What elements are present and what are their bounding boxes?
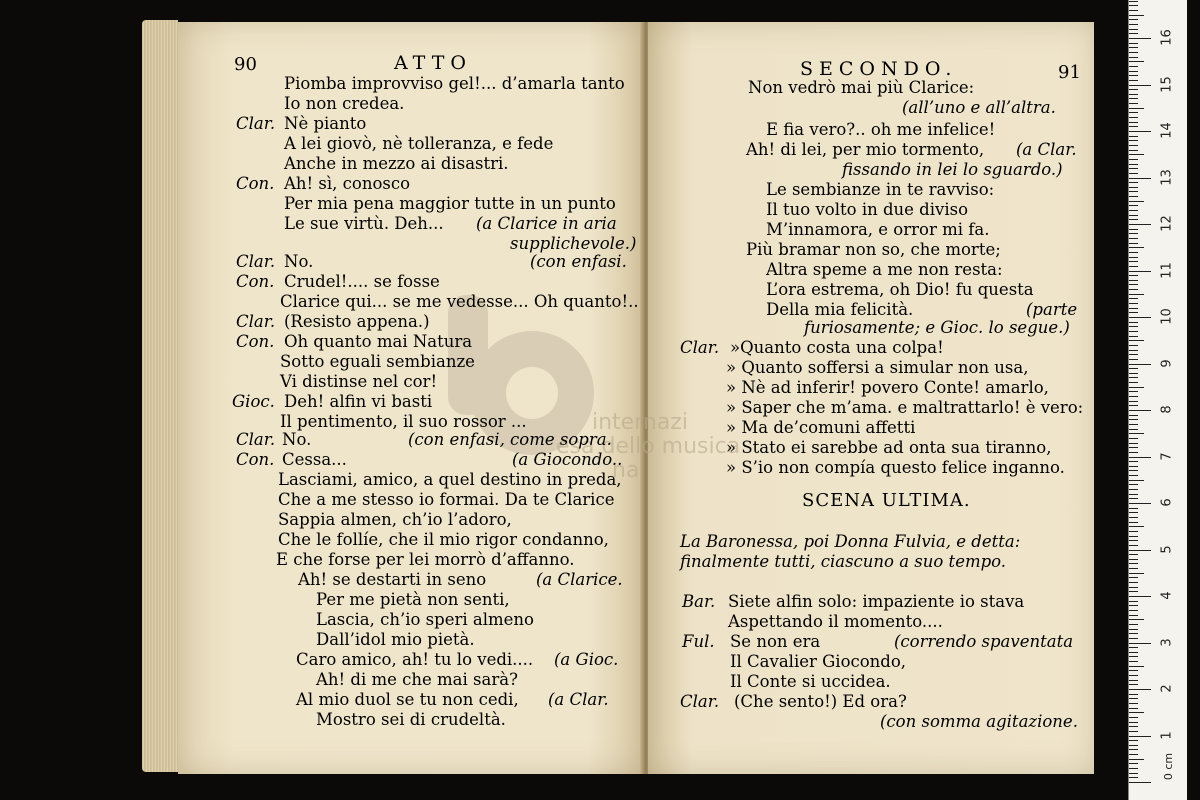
stage-direction: furiosamente; e Gioc. lo segue.) bbox=[804, 318, 1070, 337]
ruler-tick bbox=[1129, 503, 1151, 504]
ruler-tick bbox=[1129, 117, 1138, 118]
ruler-tick bbox=[1129, 243, 1138, 244]
verse-line: Io non credea. bbox=[284, 94, 405, 113]
ruler-tick bbox=[1129, 666, 1144, 667]
verse-line: Lascia, ch’io speri almeno bbox=[316, 610, 534, 629]
ruler-tick bbox=[1129, 396, 1138, 397]
ruler-number: 1 bbox=[1159, 730, 1175, 740]
page-edges bbox=[142, 20, 178, 772]
verse-line: Che le follíe, che il mio rigor condanno, bbox=[278, 530, 609, 549]
ruler-number: 11 bbox=[1159, 261, 1175, 279]
ruler-tick bbox=[1129, 726, 1138, 727]
ruler-number: 13 bbox=[1159, 168, 1175, 186]
ruler-tick bbox=[1129, 401, 1138, 402]
ruler-tick bbox=[1129, 85, 1151, 86]
ruler-tick bbox=[1129, 643, 1151, 644]
ruler-tick bbox=[1129, 294, 1144, 295]
speaker-label: Con. bbox=[236, 332, 275, 351]
stage-direction: (correndo spaventata bbox=[894, 632, 1074, 651]
verse-line: No. bbox=[284, 252, 314, 271]
speaker-label: Con. bbox=[236, 272, 275, 291]
ruler-tick bbox=[1129, 159, 1138, 160]
verse-line: » Stato ei sarebbe ad onta sua tiranno, bbox=[726, 438, 1052, 457]
ruler-tick bbox=[1129, 280, 1138, 281]
verse-line: Il Conte si uccidea. bbox=[730, 672, 891, 691]
ruler-tick bbox=[1129, 605, 1138, 606]
left-page-number: 90 bbox=[234, 54, 257, 75]
ruler-tick bbox=[1129, 419, 1138, 420]
ruler-tick bbox=[1129, 708, 1138, 709]
ruler-tick bbox=[1129, 638, 1138, 639]
ruler-tick bbox=[1129, 703, 1138, 704]
verse-line: Siete alfin solo: impaziente io stava bbox=[728, 592, 1025, 611]
ruler-tick bbox=[1129, 573, 1144, 574]
scene-cast-line: La Baronessa, poi Donna Fulvia, e detta: bbox=[680, 532, 1021, 551]
stage-direction: (con somma agitazione. bbox=[880, 712, 1078, 731]
ruler-tick bbox=[1129, 498, 1138, 499]
ruler-tick bbox=[1129, 554, 1138, 555]
verse-line: Dall’idol mio pietà. bbox=[316, 630, 475, 649]
ruler-tick bbox=[1129, 773, 1138, 774]
ruler-tick bbox=[1129, 38, 1151, 39]
ruler-tick bbox=[1129, 71, 1138, 72]
speaker-label: Clar. bbox=[236, 430, 276, 449]
ruler-tick bbox=[1129, 536, 1138, 537]
ruler-tick bbox=[1129, 266, 1138, 267]
ruler-tick bbox=[1129, 508, 1138, 509]
verse-line: Il tuo volto in due diviso bbox=[766, 200, 969, 219]
ruler-number: 10 bbox=[1159, 308, 1175, 325]
ruler-tick bbox=[1129, 131, 1151, 132]
ruler-tick bbox=[1129, 229, 1138, 230]
verse-line: Deh! alfin vi basti bbox=[284, 392, 433, 411]
ruler-tick bbox=[1129, 559, 1138, 560]
ruler-tick bbox=[1129, 624, 1138, 625]
ruler-tick bbox=[1129, 103, 1138, 104]
ruler-tick bbox=[1129, 670, 1138, 671]
ruler-tick bbox=[1129, 303, 1138, 304]
ruler-number: 12 bbox=[1159, 215, 1175, 232]
ruler-tick bbox=[1129, 373, 1138, 374]
ruler-tick bbox=[1129, 731, 1138, 732]
verse-line: Le sembianze in te ravviso: bbox=[766, 180, 995, 199]
stage-direction: (a Gioc. bbox=[554, 650, 619, 669]
verse-line: M’innamora, e orror mi fa. bbox=[766, 220, 990, 239]
verse-line: Piomba improvviso gel!... d’amarla tanto bbox=[284, 74, 625, 93]
ruler-tick bbox=[1129, 698, 1138, 699]
scene-title: SCENA ULTIMA. bbox=[802, 490, 971, 511]
ruler-tick bbox=[1129, 452, 1138, 453]
ruler-tick bbox=[1129, 108, 1144, 109]
verse-line: Anche in mezzo ai disastri. bbox=[284, 154, 509, 173]
ruler-tick bbox=[1129, 173, 1138, 174]
ruler-tick bbox=[1129, 136, 1138, 137]
ruler-tick bbox=[1129, 61, 1144, 62]
ruler-tick bbox=[1129, 215, 1138, 216]
verse-line: Vi distinse nel cor! bbox=[280, 372, 438, 391]
ruler-tick bbox=[1129, 777, 1138, 778]
stage-direction: (a Clar. bbox=[548, 690, 609, 709]
verse-line: Caro amico, ah! tu lo vedi.... bbox=[296, 650, 534, 669]
ruler-tick bbox=[1129, 424, 1138, 425]
ruler-tick bbox=[1129, 429, 1138, 430]
ruler-tick bbox=[1129, 494, 1138, 495]
ruler-tick bbox=[1129, 205, 1138, 206]
ruler-tick bbox=[1129, 154, 1144, 155]
ruler-tick bbox=[1129, 661, 1138, 662]
ruler-number: 16 bbox=[1159, 29, 1175, 46]
speaker-label: Con. bbox=[236, 174, 275, 193]
ruler-tick bbox=[1129, 489, 1138, 490]
ruler-tick bbox=[1129, 112, 1138, 113]
ruler-tick bbox=[1129, 387, 1144, 388]
ruler-tick bbox=[1129, 33, 1138, 34]
ruler-tick bbox=[1129, 591, 1138, 592]
ruler-tick bbox=[1129, 438, 1138, 439]
ruler-tick bbox=[1129, 150, 1138, 151]
ruler-tick bbox=[1129, 749, 1138, 750]
ruler-tick bbox=[1129, 210, 1138, 211]
ruler-tick bbox=[1129, 647, 1138, 648]
ruler-tick bbox=[1129, 24, 1138, 25]
right-page-number: 91 bbox=[1058, 62, 1081, 83]
ruler-number: 2 bbox=[1159, 684, 1175, 693]
verse-line: A lei giovò, nè tolleranza, e fede bbox=[284, 134, 554, 153]
verse-line: Il Cavalier Giocondo, bbox=[730, 652, 907, 671]
ruler-tick bbox=[1129, 722, 1138, 723]
ruler-tick bbox=[1129, 89, 1138, 90]
ruler-tick bbox=[1129, 340, 1144, 341]
ruler-tick bbox=[1129, 75, 1138, 76]
measurement-ruler bbox=[1128, 0, 1187, 800]
ruler-tick bbox=[1129, 689, 1151, 690]
ruler-tick bbox=[1129, 331, 1138, 332]
stage-direction: (parte bbox=[1026, 300, 1078, 319]
verse-line: Altra speme a me non resta: bbox=[766, 260, 1003, 279]
ruler-tick bbox=[1129, 1, 1138, 2]
ruler-tick bbox=[1129, 582, 1138, 583]
speaker-label: Ful. bbox=[682, 632, 715, 651]
stage-direction: (a Clarice in aria bbox=[476, 214, 617, 233]
ruler-tick bbox=[1129, 656, 1138, 657]
ruler-tick bbox=[1129, 410, 1151, 411]
ruler-tick bbox=[1129, 717, 1138, 718]
ruler-tick bbox=[1129, 350, 1138, 351]
ruler-tick bbox=[1129, 247, 1144, 248]
stage-direction: fissando in lei lo sguardo.) bbox=[842, 160, 1063, 179]
verse-line: (Che sento!) Ed ora? bbox=[734, 692, 907, 711]
ruler-tick bbox=[1129, 754, 1138, 755]
speaker-label: Gioc. bbox=[232, 392, 275, 411]
verse-line: Clarice qui... se me vedesse... Oh quanto!.. bbox=[280, 292, 639, 311]
ruler-tick bbox=[1129, 122, 1138, 123]
ruler-tick bbox=[1129, 47, 1138, 48]
ruler-tick bbox=[1129, 52, 1138, 53]
ruler-tick bbox=[1129, 461, 1138, 462]
ruler-tick bbox=[1129, 201, 1144, 202]
ruler-tick bbox=[1129, 391, 1138, 392]
verse-line: » Ma de’comuni affetti bbox=[726, 418, 916, 437]
verse-line: Più bramar non so, che morte; bbox=[746, 240, 1001, 259]
ruler-number: 7 bbox=[1159, 451, 1175, 461]
ruler-number: 4 bbox=[1159, 591, 1175, 600]
ruler-tick bbox=[1129, 15, 1144, 16]
ruler-tick bbox=[1129, 745, 1138, 746]
verse-line: Ah! di lei, per mio tormento, bbox=[746, 140, 985, 159]
ruler-tick bbox=[1129, 550, 1151, 551]
ruler-tick bbox=[1129, 484, 1138, 485]
ruler-tick bbox=[1129, 480, 1144, 481]
ruler-tick bbox=[1129, 80, 1138, 81]
ruler-tick bbox=[1129, 196, 1138, 197]
ruler-tick bbox=[1129, 29, 1138, 30]
ruler-number: 15 bbox=[1159, 75, 1175, 93]
verse-line: E fia vero?.. oh me infelice! bbox=[766, 120, 996, 139]
verse-line: Mostro sei di crudeltà. bbox=[316, 710, 506, 729]
ruler-tick bbox=[1129, 615, 1138, 616]
watermark-text: esà dello musica bbox=[556, 434, 741, 459]
ruler-tick bbox=[1129, 768, 1138, 769]
ruler-tick bbox=[1129, 526, 1144, 527]
ruler-tick bbox=[1129, 322, 1138, 323]
verse-line: Sotto eguali sembianze bbox=[280, 352, 475, 371]
ruler-tick bbox=[1129, 405, 1138, 406]
ruler-tick bbox=[1129, 587, 1138, 588]
verse-line: Il pentimento, il suo rossor ... bbox=[280, 412, 527, 431]
verse-line: Ah! se destarti in seno bbox=[298, 570, 487, 589]
ruler-tick bbox=[1129, 317, 1151, 318]
ruler-tick bbox=[1129, 457, 1151, 458]
ruler-tick bbox=[1129, 680, 1138, 681]
ruler-tick bbox=[1129, 66, 1138, 67]
ruler-tick bbox=[1129, 470, 1138, 471]
ruler-tick bbox=[1129, 298, 1138, 299]
ruler-tick bbox=[1129, 364, 1151, 365]
speaker-label: Clar. bbox=[236, 312, 276, 331]
ruler-tick bbox=[1129, 382, 1138, 383]
ruler-tick bbox=[1129, 736, 1151, 737]
ruler-number: 8 bbox=[1159, 405, 1175, 414]
stage-direction: supplichevole.) bbox=[510, 234, 637, 253]
ruler-number: 14 bbox=[1159, 122, 1175, 139]
ruler-tick bbox=[1129, 345, 1138, 346]
speaker-label: Con. bbox=[236, 450, 275, 469]
left-running-header: ATTO bbox=[394, 52, 472, 74]
ruler-tick bbox=[1129, 545, 1138, 546]
ruler-tick bbox=[1129, 187, 1138, 188]
verse-line: » Saper che m’ama. e maltrattarlo! è vero: bbox=[726, 398, 1084, 417]
ruler-tick bbox=[1129, 443, 1138, 444]
ruler-tick bbox=[1129, 619, 1144, 620]
ruler-unit: 0 cm bbox=[1162, 752, 1176, 781]
verse-line: E che forse per lei morrò d’affanno. bbox=[276, 550, 575, 569]
ruler-tick bbox=[1129, 140, 1138, 141]
ruler-tick bbox=[1129, 694, 1138, 695]
ruler-tick bbox=[1129, 596, 1151, 597]
verse-line: » S’io non compía questo felice inganno. bbox=[726, 458, 1065, 477]
verse-line: Oh quanto mai Natura bbox=[284, 332, 473, 351]
ruler-tick bbox=[1129, 145, 1138, 146]
speaker-label: Clar. bbox=[236, 252, 276, 271]
ruler-tick bbox=[1129, 531, 1138, 532]
ruler-tick bbox=[1129, 219, 1138, 220]
verse-line: Che a me stesso io formai. Da te Clarice bbox=[278, 490, 615, 509]
ruler-tick bbox=[1129, 238, 1138, 239]
watermark-text: internazi bbox=[592, 410, 688, 435]
ruler-tick bbox=[1129, 284, 1138, 285]
ruler-tick bbox=[1129, 182, 1138, 183]
ruler-tick bbox=[1129, 475, 1138, 476]
ruler-tick bbox=[1129, 633, 1138, 634]
stage-direction: (a Clarice. bbox=[536, 570, 623, 589]
verse-line: » Quanto soffersi a simular non usa, bbox=[726, 358, 1029, 377]
ruler-tick bbox=[1129, 447, 1138, 448]
stage-direction: (con enfasi, come sopra. bbox=[408, 430, 612, 449]
verse-line: »Quanto costa una colpa! bbox=[730, 338, 944, 357]
stage-direction: (a Giocondo.. bbox=[512, 450, 623, 469]
stage-direction: (con enfasi. bbox=[530, 252, 627, 271]
ruler-tick bbox=[1129, 359, 1138, 360]
ruler-tick bbox=[1129, 759, 1144, 760]
ruler-tick bbox=[1129, 252, 1138, 253]
ruler-tick bbox=[1129, 126, 1138, 127]
ruler-tick bbox=[1129, 178, 1151, 179]
verse-line: L’ora estrema, oh Dio! fu questa bbox=[766, 280, 1034, 299]
ruler-number: 3 bbox=[1159, 637, 1175, 647]
ruler-number: 9 bbox=[1159, 358, 1175, 368]
verse-line: Non vedrò mai più Clarice: bbox=[748, 78, 975, 97]
speaker-label: Bar. bbox=[682, 592, 716, 611]
verse-line: » Nè ad inferir! povero Conte! amarlo, bbox=[726, 378, 1049, 397]
ruler-tick bbox=[1129, 517, 1138, 518]
ruler-tick bbox=[1129, 191, 1138, 192]
ruler-tick bbox=[1129, 782, 1151, 783]
verse-line: Per mia pena maggior tutte in un punto bbox=[284, 194, 616, 213]
ruler-tick bbox=[1129, 94, 1138, 95]
ruler-tick bbox=[1129, 19, 1138, 20]
ruler-tick bbox=[1129, 377, 1138, 378]
scene-cast-line: finalmente tutti, ciascuno a suo tempo. bbox=[680, 552, 1007, 571]
ruler-tick bbox=[1129, 289, 1138, 290]
ruler-tick bbox=[1129, 233, 1138, 234]
ruler-tick bbox=[1129, 415, 1138, 416]
verse-line: Della mia felicità. bbox=[766, 300, 914, 319]
ruler-tick bbox=[1129, 164, 1138, 165]
ruler-tick bbox=[1129, 261, 1138, 262]
ruler-tick bbox=[1129, 326, 1138, 327]
ruler-tick bbox=[1129, 629, 1138, 630]
ruler-tick bbox=[1129, 466, 1138, 467]
ruler-tick bbox=[1129, 271, 1151, 272]
verse-line: Aspettando il momento.... bbox=[728, 612, 943, 631]
verse-line: (Resisto appena.) bbox=[284, 312, 430, 331]
ruler-tick bbox=[1129, 540, 1138, 541]
verse-line: Ah! sì, conosco bbox=[284, 174, 411, 193]
verse-line: Nè pianto bbox=[284, 114, 367, 133]
ruler-tick bbox=[1129, 563, 1138, 564]
right-running-header: SECONDO. bbox=[800, 58, 958, 80]
speaker-label: Clar. bbox=[236, 114, 276, 133]
ruler-tick bbox=[1129, 610, 1138, 611]
verse-line: Crudel!.... se fosse bbox=[284, 272, 440, 291]
ruler-tick bbox=[1129, 224, 1151, 225]
ruler-tick bbox=[1129, 98, 1138, 99]
verse-line: Al mio duol se tu non cedi, bbox=[296, 690, 519, 709]
ruler-tick bbox=[1129, 763, 1138, 764]
ruler-tick bbox=[1129, 354, 1138, 355]
verse-line: Sappia almen, ch’io l’adoro, bbox=[278, 510, 512, 529]
ruler-tick bbox=[1129, 512, 1138, 513]
stage-direction: (all’uno e all’altra. bbox=[902, 98, 1056, 117]
ruler-tick bbox=[1129, 10, 1138, 11]
ruler-tick bbox=[1129, 712, 1144, 713]
ruler-tick bbox=[1129, 57, 1138, 58]
ruler-tick bbox=[1129, 275, 1138, 276]
ruler-tick bbox=[1129, 312, 1138, 313]
ruler-tick bbox=[1129, 168, 1138, 169]
ruler-tick bbox=[1129, 308, 1138, 309]
ruler-tick bbox=[1129, 336, 1138, 337]
ruler-tick bbox=[1129, 684, 1138, 685]
speaker-label: Clar. bbox=[680, 338, 720, 357]
stage-direction: (a Clar. bbox=[1016, 140, 1077, 159]
ruler-tick bbox=[1129, 433, 1144, 434]
ruler-number: 6 bbox=[1159, 498, 1175, 507]
verse-line: Per me pietà non senti, bbox=[316, 590, 510, 609]
verse-line: Lasciami, amico, a quel destino in preda, bbox=[278, 470, 622, 489]
ruler-tick bbox=[1129, 675, 1138, 676]
verse-line: Ah! di me che mai sarà? bbox=[316, 670, 518, 689]
ruler-tick bbox=[1129, 522, 1138, 523]
ruler-tick bbox=[1129, 368, 1138, 369]
verse-line: Se non era bbox=[730, 632, 821, 651]
verse-line: Cessa... bbox=[282, 450, 347, 469]
ruler-number: 5 bbox=[1159, 544, 1175, 554]
ruler-tick bbox=[1129, 601, 1138, 602]
verse-line: Le sue virtù. Deh... bbox=[284, 214, 444, 233]
ruler-tick bbox=[1129, 43, 1138, 44]
watermark-text: na bbox=[612, 458, 640, 483]
verse-line: No. bbox=[282, 430, 312, 449]
ruler-tick bbox=[1129, 740, 1138, 741]
ruler-tick bbox=[1129, 257, 1138, 258]
ruler-tick bbox=[1129, 577, 1138, 578]
ruler-tick bbox=[1129, 5, 1138, 6]
ruler-tick bbox=[1129, 652, 1138, 653]
speaker-label: Clar. bbox=[680, 692, 720, 711]
ruler-tick bbox=[1129, 568, 1138, 569]
